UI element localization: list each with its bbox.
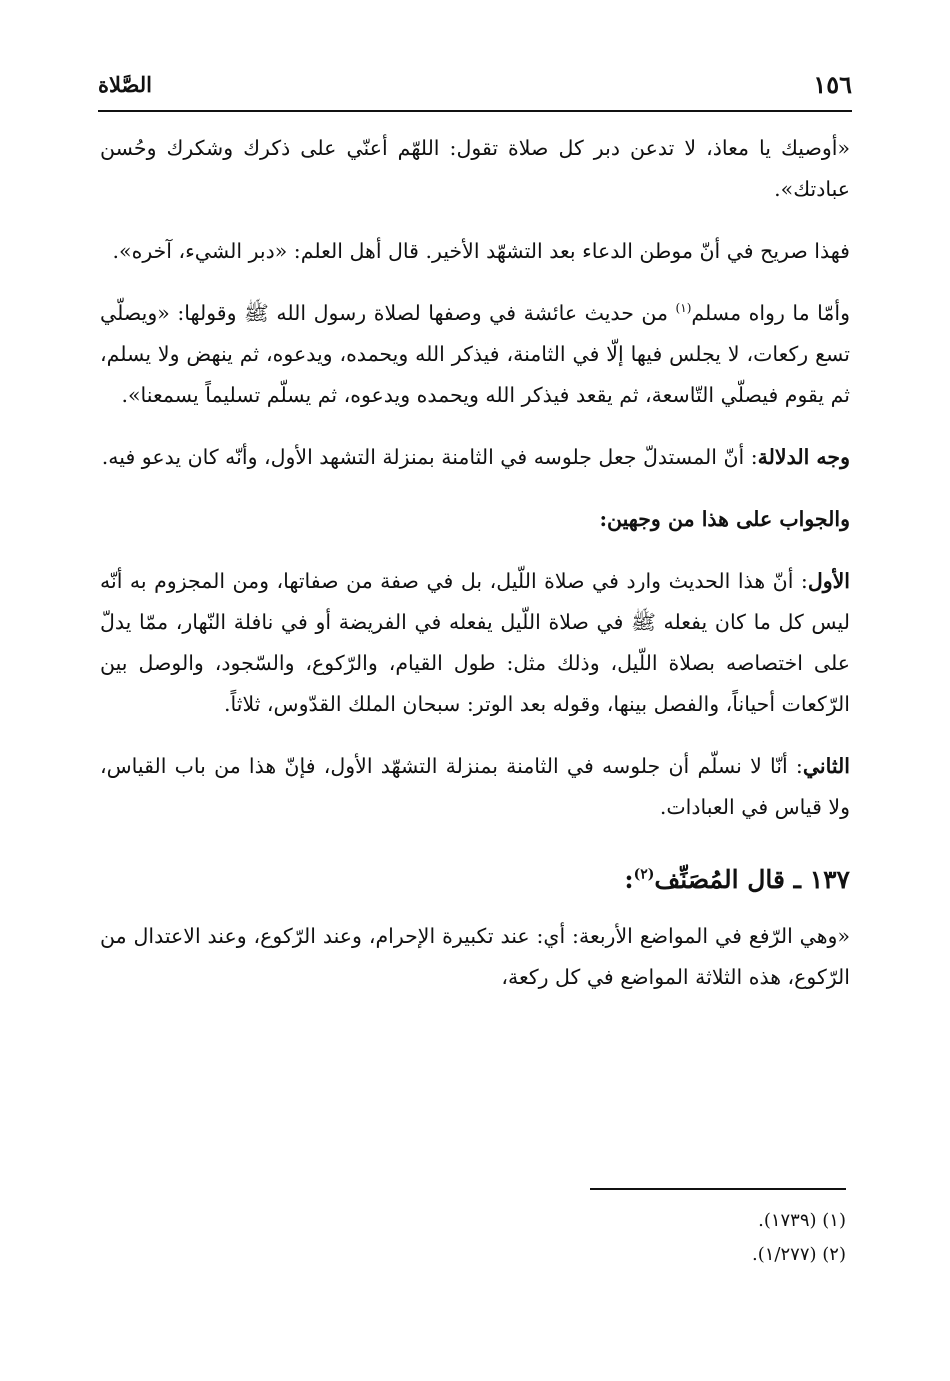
paragraph-3-start: وأمّا ما رواه مسلم <box>691 301 850 325</box>
section-quote: «وهي الرّفع في المواضع الأربعة: أي: عند تكبيرة الإحرام، وعند الرّكوع، وعند الاعتدال من الرّكوع، هذه الثلاثة المواضع في كل ركعة، <box>100 924 850 989</box>
footnote-ref-2: (٢) <box>633 866 655 883</box>
paragraph-4 <box>100 437 850 478</box>
paragraph-5 <box>100 499 850 540</box>
section-heading-colon: : <box>624 865 634 894</box>
paragraph-1: «أوصيك يا معاذ، لا تدعن دبر كل صلاة تقول: اللهّم أعنّي على ذكرك وشكرك وحُسن عبادتك». <box>100 136 850 201</box>
paragraph-7 <box>100 746 850 828</box>
footnote-divider <box>590 1188 846 1190</box>
paragraph-6-text: : أنّ هذا الحديث وارد في صلاة اللّيل، بل في صفة من صفاتها، ومن المجزوم به أنّه ليس كل ما كان يفعله ﷺ في صلاة اللّيل يفعله في الفريضة أو في نافلة النّهار، ممّا يدلّ على اختصاصه بصلاة اللّيل، وذلك مثل: طول القيام، والرّكوع، والسّجود، والوصل بين الرّكعات أحياناً، والفصل بينها، وقوله بعد الوتر: سبحان الملك القدّوس، ثلاثاً. <box>100 569 850 716</box>
paragraph-3 <box>100 293 850 416</box>
paragraph-7-label: الثاني <box>802 754 850 778</box>
paragraph-7-text: : أنّا لا نسلّم أن جلوسه في الثامنة بمنزلة التشهّد الأول، فإنّ هذا من باب القياس، ولا قياس في العبادات. <box>100 754 850 819</box>
footnote-2: (٢) (١/٢٧٧). <box>752 1244 846 1265</box>
section-heading <box>100 858 850 902</box>
paragraph-6-label: الأول <box>807 569 850 593</box>
paragraph-3-rest: من حديث عائشة في وصفها لصلاة رسول الله ﷺ وقولها: «ويصلّي تسع ركعات، لا يجلس فيها إلّا في الثامنة، فيذكر الله ويحمده، ويدعوه، ثم ينهض ولا يسلم، ثم يقوم فيصلّي التّاسعة، ثم يقعد فيذكر الله ويحمده ويدعوه، ثم يسلّم تسليماً يسمعنا». <box>100 301 850 407</box>
page-header <box>98 66 852 112</box>
paragraph-2: فهذا صريح في أنّ موطن الدعاء بعد التشهّد الأخير. قال أهل العلم: «دبر الشيء، آخره». <box>112 239 850 263</box>
page-number: ١٥٦ <box>813 70 852 99</box>
paragraph-4-label: وجه الدلالة <box>757 445 850 469</box>
footnote-1: (١) (١٧٣٩). <box>758 1210 846 1231</box>
answer-heading: والجواب على هذا من وجهين: <box>599 507 850 531</box>
footnotes <box>446 1204 846 1272</box>
paragraph-6 <box>100 561 850 725</box>
paragraph-4-text: : أنّ المستدلّ جعل جلوسه في الثامنة بمنزلة التشهد الأول، وأنّه كان يدعو فيه. <box>101 445 758 469</box>
section-heading-text: ١٣٧ ـ قال المُصَنِّف <box>654 865 850 894</box>
page-body <box>100 128 850 1019</box>
footnote-ref-1: (١) <box>675 301 692 316</box>
running-title: الصَّلاة <box>98 72 152 97</box>
